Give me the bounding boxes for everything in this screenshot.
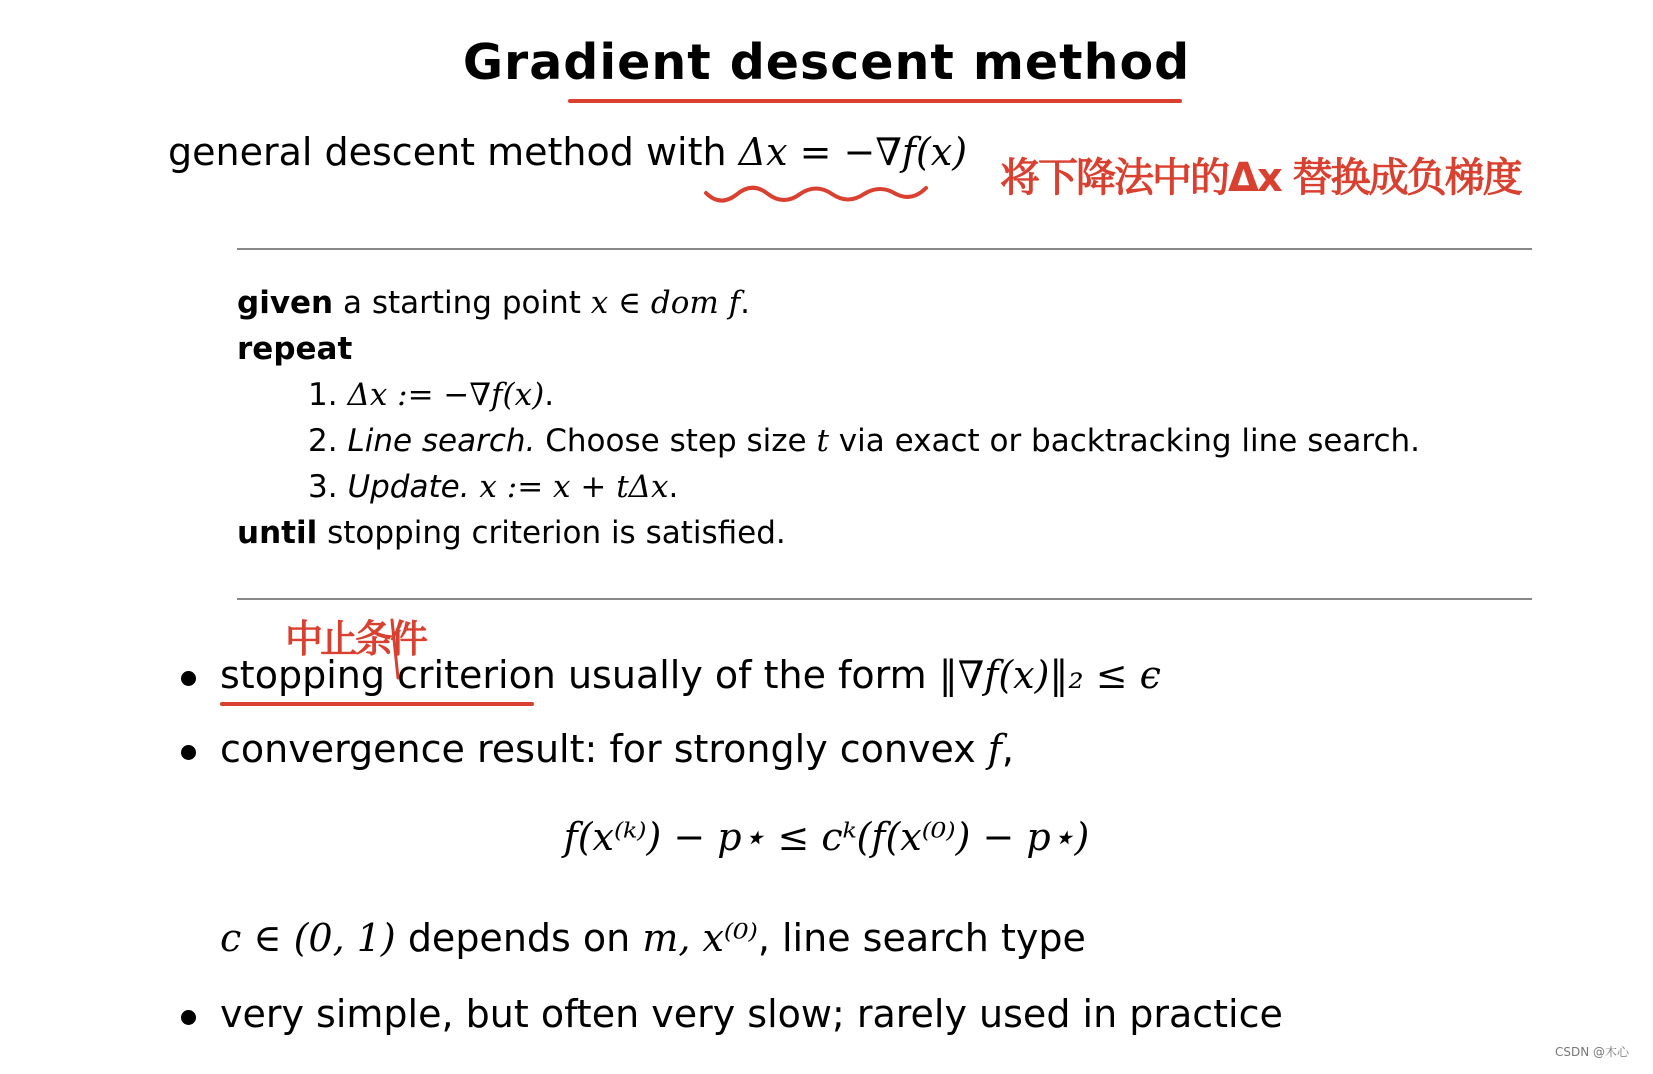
- until-keyword: until: [237, 515, 318, 551]
- given-end: .: [740, 285, 750, 321]
- annotation-replace-note: 将下降法中的Δx 替换成负梯度: [1000, 155, 1521, 201]
- step-number: 2.: [308, 423, 338, 459]
- bullet-text: stopping criterion usually of the form: [220, 653, 939, 697]
- given-math: x ∈ dom f: [590, 285, 741, 321]
- step-math: x := x + tΔx: [479, 469, 669, 505]
- intro-text: general descent method with: [168, 130, 739, 174]
- step-label: Update.: [347, 469, 470, 505]
- slide-title: Gradient descent method: [462, 34, 1191, 91]
- wavy-underline: [706, 188, 926, 201]
- step-math: t: [816, 423, 829, 459]
- step-rest: via exact or backtracking line search.: [828, 423, 1421, 459]
- note-text-2: , line search type: [757, 916, 1086, 960]
- given-keyword: given: [237, 285, 334, 321]
- repeat-keyword: repeat: [237, 331, 353, 367]
- given-text: a starting point: [333, 285, 591, 321]
- watermark: CSDN @木心: [1554, 1045, 1629, 1059]
- step-text: Choose step size: [535, 423, 817, 459]
- step-end: .: [668, 469, 679, 505]
- bullet-text: very simple, but often very slow; rarely used in practice: [220, 992, 1283, 1036]
- convergence-equation: f(x⁽ᵏ⁾) − p⋆ ≤ cᵏ(f(x⁽⁰⁾) − p⋆): [563, 815, 1090, 859]
- step-label: Line search.: [347, 423, 536, 459]
- step-end: .: [544, 377, 555, 413]
- bullet-math: f: [987, 727, 1002, 771]
- bullet-end: ,: [1001, 727, 1014, 771]
- intro-math: Δx = −∇f(x): [738, 130, 968, 174]
- note-math-1: c ∈ (0, 1): [220, 916, 396, 960]
- bullet-text: convergence result: for strongly convex: [220, 727, 988, 771]
- bullet-math: ‖∇f(x)‖₂ ≤ ϵ: [938, 653, 1161, 697]
- step-math: Δx := −∇f(x): [347, 377, 545, 413]
- step-number: 3.: [308, 469, 338, 505]
- step-number: 1.: [308, 377, 338, 413]
- until-text: stopping criterion is satisfied.: [317, 515, 786, 551]
- note-text-1: depends on: [395, 916, 643, 960]
- annotation-stop-note: 中止条件: [285, 617, 426, 661]
- note-math-2: m, x⁽⁰⁾: [642, 916, 758, 960]
